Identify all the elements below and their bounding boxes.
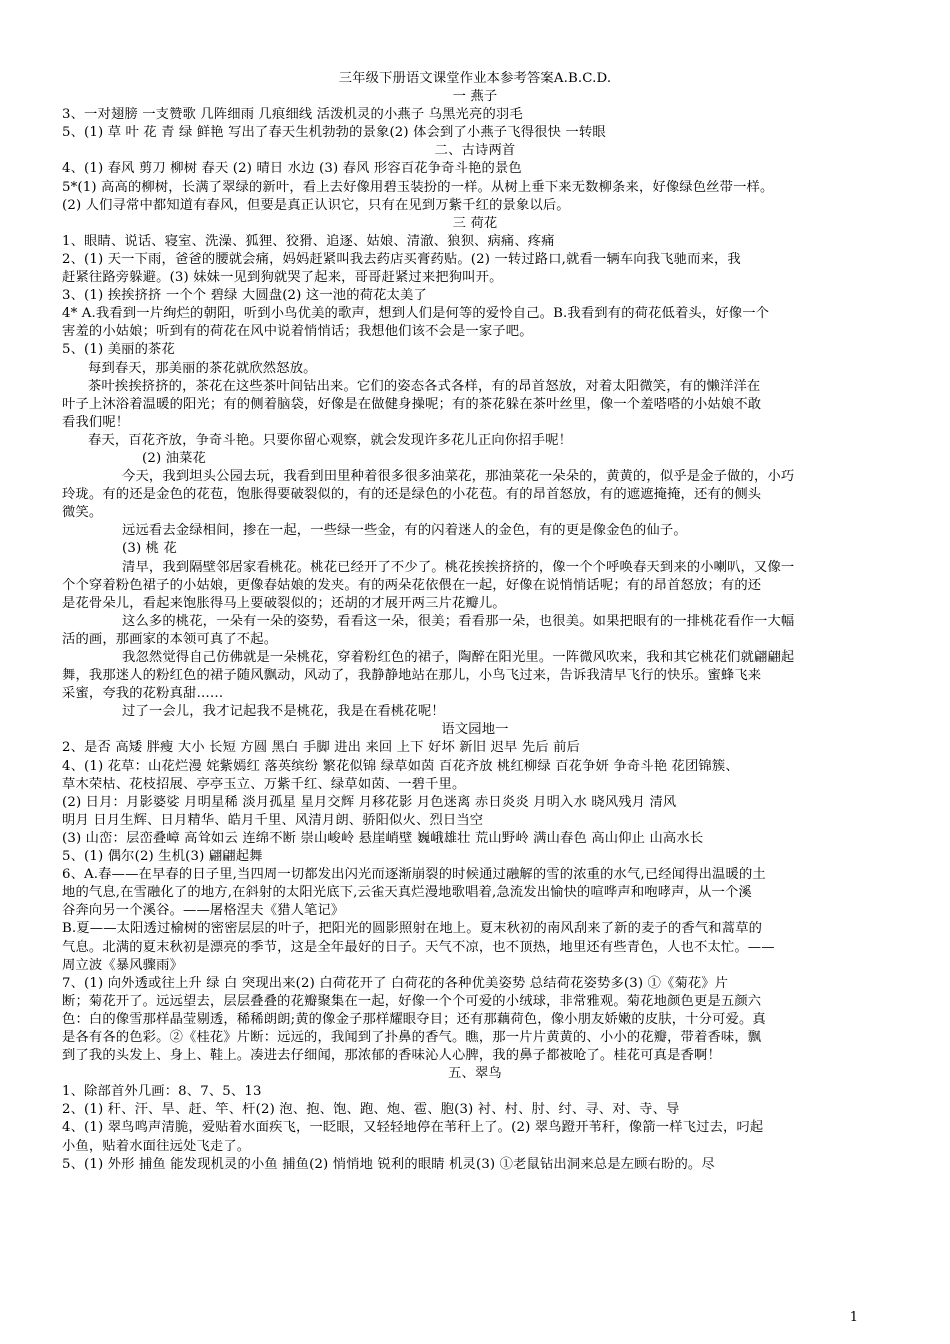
text-line: 2、是否 高矮 胖瘦 大小 长短 方圆 黑白 手脚 进出 来回 上下 好坏 新旧 迟早 先后 前后 bbox=[62, 740, 581, 756]
text-line: 活的画，那画家的本领可真了不起。 bbox=[62, 631, 278, 647]
text-line: 断；菊花开了。远远望去，层层叠叠的花瓣聚集在一起，好像一个个可爱的小绒球，非常雅观。菊花地颜色更是五颜六 bbox=[62, 993, 762, 1009]
document-title: 三年级下册语文课堂作业本参考答案A.B.C.D. bbox=[338, 71, 612, 86]
text-line: (2) 人们寻常中都知道有春风，但要是真正认识它，只有在见到万紫千红的景象以后。 bbox=[62, 197, 570, 213]
text-line: 4、(1) 花草：山花烂漫 姹紫嫣红 落英缤纷 繁花似锦 绿草如茵 百花齐放 桃红柳绿 百花争妍 争奇斗艳 花团锦簇、 bbox=[62, 758, 739, 774]
text-line: 谷奔向另一个溪谷。——屠格涅夫《猎人笔记》 bbox=[62, 903, 345, 919]
text-line: 地的气息,在雪融化了的地方,在斜射的太阳光底下,云雀天真烂漫地歌唱着,急流发出愉快的喧哗声和咆哮声，从一个溪 bbox=[62, 885, 752, 901]
text-line: 清早，我到隔壁邻居家看桃花。桃花已经开了不少了。桃花挨挨挤挤的，像一个个呼唤春天到来的小喇叭，又像一 bbox=[122, 559, 795, 575]
text-line: 叶子上沐浴着温暖的阳光；有的侧着脑袋，好像是在做健身操呢；有的茶花躲在茶叶丝里，像一个羞嗒嗒的小姑娘不敢 bbox=[62, 396, 762, 412]
text-line: 3、一对翅膀 一支赞歌 几阵细雨 几痕细线 活泼机灵的小燕子 乌黑光亮的羽毛 bbox=[62, 107, 523, 123]
text-line: (3) 桃 花 bbox=[122, 541, 177, 557]
text-line: 1、除部首外几画：8、7、5、13 bbox=[62, 1084, 262, 1100]
text-line: (2) 日月：月影婆娑 月明星稀 淡月孤星 星月交辉 月移花影 月色迷离 赤日炎炎 月明入水 晓风残月 清风 bbox=[62, 794, 677, 810]
text-line: 一 燕子 bbox=[452, 89, 498, 105]
text-line: 草木荣枯、花枝招展、亭亭玉立、万紫千红、绿草如茵、一碧千里。 bbox=[62, 776, 466, 792]
text-line: 2、(1) 秆、汗、旱、赶、竿、杆(2) 泡、抱、饱、跑、炮、雹、胞(3) 衬、村、肘、纣、寻、对、寺、导 bbox=[62, 1102, 680, 1118]
text-line: 5、(1) 外形 捕鱼 能发现机灵的小鱼 捕鱼(2) 悄悄地 锐利的眼睛 机灵(3) ①老鼠钻出洞来总是左顾右盼的。尽 bbox=[62, 1156, 715, 1172]
text-line: 三 荷花 bbox=[452, 215, 498, 231]
text-line: 春天，百花齐放，争奇斗艳。只要你留心观察，就会发现许多花儿正向你招手呢！ bbox=[88, 432, 573, 448]
text-line: 是花骨朵儿，看起来饱胀得马上要破裂似的；还胡的才展开两三片花瓣儿。 bbox=[62, 595, 506, 611]
text-line: 我忽然觉得自己仿佛就是一朵桃花，穿着粉红色的裙子，陶醉在阳光里。一阵微风吹来，我和其它桃花们就翩翩起 bbox=[122, 650, 795, 665]
text-line: 五、翠鸟 bbox=[448, 1066, 502, 1082]
text-line: 过了一会儿，我才记起我不是桃花，我是在看桃花呢！ bbox=[122, 704, 445, 720]
text-line: 赶紧往路旁躲避。(3) 妹妹一见到狗就哭了起来，哥哥赶紧过来把狗叫开。 bbox=[62, 270, 503, 286]
text-line: 7、(1) 向外透或往上升 绿 白 突现出来(2) 白荷花开了 白荷花的各种优美姿势 总结荷花姿势多(3) ①《菊花》片 bbox=[62, 975, 729, 991]
text-line: 4、(1) 翠鸟鸣声清脆，爱贴着水面疾飞，一眨眼，又轻轻地停在苇秆上了。(2) 翠鸟蹬开苇秆，像箭一样飞过去，叼起 bbox=[62, 1120, 764, 1136]
text-line: 5、(1) 偶尔(2) 生机(3) 翩翩起舞 bbox=[62, 849, 263, 865]
text-line: 5*(1) 高高的柳树，长满了翠绿的新叶，看上去好像用碧玉装扮的一样。从树上垂下来无数柳条来，好像绿色丝带一样。 bbox=[62, 179, 774, 195]
page-number: 1 bbox=[849, 1310, 858, 1325]
text-line: 5、(1) 美丽的茶花 bbox=[62, 342, 175, 358]
text-line: 1、眼睛、说话、寝室、洗澡、狐狸、狡猾、追逐、姑娘、清澈、狼狈、病痛、疼痛 bbox=[62, 233, 555, 249]
text-line: 2、(1) 天一下雨，爸爸的腰就会痛，妈妈赶紧叫我去药店买膏药贴。(2) 一转过路口,就看一辆车向我飞驰而来，我 bbox=[62, 251, 741, 267]
text-line: 3、(1) 挨挨挤挤 一个个 碧绿 大圆盘(2) 这一池的荷花太美了 bbox=[62, 288, 427, 304]
text-line: 采蜜，夸我的花粉真甜…… bbox=[62, 686, 224, 702]
text-line: 二、古诗两首 bbox=[434, 143, 516, 159]
text-line: 个个穿着粉色裙子的小姑娘，更像春姑娘的发夹。有的两朵花依偎在一起，好像在说悄悄话呢；有的昂首怒放；有的还 bbox=[62, 577, 762, 593]
answer-lines bbox=[62, 88, 888, 1174]
text-line: (2) 油菜花 bbox=[142, 450, 207, 466]
text-line: 6、A.春——在早春的日子里,当四周一切都发出闪光而逐渐崩裂的时候通过融解的雪的浓重的水气,已经闻得出温暖的土 bbox=[62, 867, 766, 883]
text-line: 看我们呢！ bbox=[62, 414, 130, 430]
text-line: 周立波《暴风骤雨》 bbox=[62, 957, 184, 973]
text-line: 茶叶挨挨挤挤的，茶花在这些茶叶间钻出来。它们的姿态各式各样，有的昂首怒放，对着太阳微笑，有的懒洋洋在 bbox=[88, 378, 761, 394]
text-line: 微笑。 bbox=[62, 505, 103, 521]
text-line: 明月 日月生辉、日月精华、皓月千里、风清月朗、骄阳似火、烈日当空 bbox=[62, 812, 484, 828]
text-line: 小鱼，贴着水面往远处飞走了。 bbox=[62, 1138, 251, 1154]
text-line: 玲珑。有的还是金色的花苞，饱胀得要破裂似的，有的还是绿色的小花苞。有的昂首怒放，有的遮遮掩掩，还有的侧头 bbox=[62, 487, 762, 503]
text-line: 舞，我那迷人的粉红色的裙子随风飘动，风动了，我静静地站在那儿，小鸟飞过来，告诉我清早飞行的快乐。蜜蜂飞来 bbox=[62, 668, 762, 684]
text-line: 色：白的像雪那样晶莹剔透，稀稀朗朗;黄的像金子那样耀眼夺目；还有那藕荷色，像小朋友娇嫩的皮肤，十分可爱。真 bbox=[62, 1011, 766, 1027]
text-line: 语文园地一 bbox=[441, 722, 509, 738]
text-line: 气息。北满的夏末秋初是漂亮的季节，这是全年最好的日子。天气不凉，也不顶热，地里还有些青色，人也不太忙。—— bbox=[62, 939, 775, 955]
text-line: 这么多的桃花，一朵有一朵的姿势，看看这一朵，很美；看看那一朵，也很美。如果把眼有的一排桃花看作一大幅 bbox=[122, 613, 795, 629]
text-line: B.夏——太阳透过榆树的密密层层的叶子，把阳光的圆影照射在地上。夏末秋初的南风刮来了新的麦子的香气和蒿草的 bbox=[62, 921, 763, 937]
text-line: 5、(1) 草 叶 花 青 绿 鲜艳 写出了春天生机勃勃的景象(2) 体会到了小燕子飞得很快 一转眼 bbox=[62, 125, 606, 141]
text-line: 是各有各的色彩。②《桂花》片断：远远的，我闻到了扑鼻的香气。瞧，那一片片黄黄的、小小的花瓣，带着香味，飘 bbox=[62, 1029, 762, 1045]
text-line: 4、(1) 春风 剪刀 柳树 春天 (2) 晴日 水边 (3) 春风 形容百花争奇斗艳的景色 bbox=[62, 161, 522, 177]
text-line: (3) 山峦：层峦叠嶂 高耸如云 连绵不断 崇山峻岭 悬崖峭壁 巍峨雄壮 荒山野岭 满山春色 高山仰止 山高水长 bbox=[62, 830, 704, 846]
text-line: 远远看去金绿相间，掺在一起，一些绿一些金，有的闪着迷人的金色，有的更是像金色的仙子。 bbox=[122, 523, 687, 539]
text-line: 每到春天，那美丽的茶花就欣然怒放。 bbox=[88, 360, 317, 376]
text-line: 害羞的小姑娘；听到有的荷花在风中说着悄悄话；我想他们该不会是一家子吧。 bbox=[62, 324, 533, 340]
text-line: 到了我的头发上、身上、鞋上。凑进去仔细闻，那浓郁的香味沁人心脾，我的鼻子都被呛了。桂花可真是香啊！ bbox=[62, 1048, 721, 1064]
text-line: 今天，我到坦头公园去玩，我看到田里种着很多很多油菜花，那油菜花一朵朵的，黄黄的，似乎是金子做的，小巧 bbox=[122, 469, 795, 485]
text-line: 4* A.我看到一片绚烂的朝阳，听到小鸟优美的歌声，想到人们是何等的爱怜自己。B.我看到有的荷花低着头，好像一个 bbox=[62, 306, 770, 322]
document-body bbox=[62, 70, 888, 1174]
